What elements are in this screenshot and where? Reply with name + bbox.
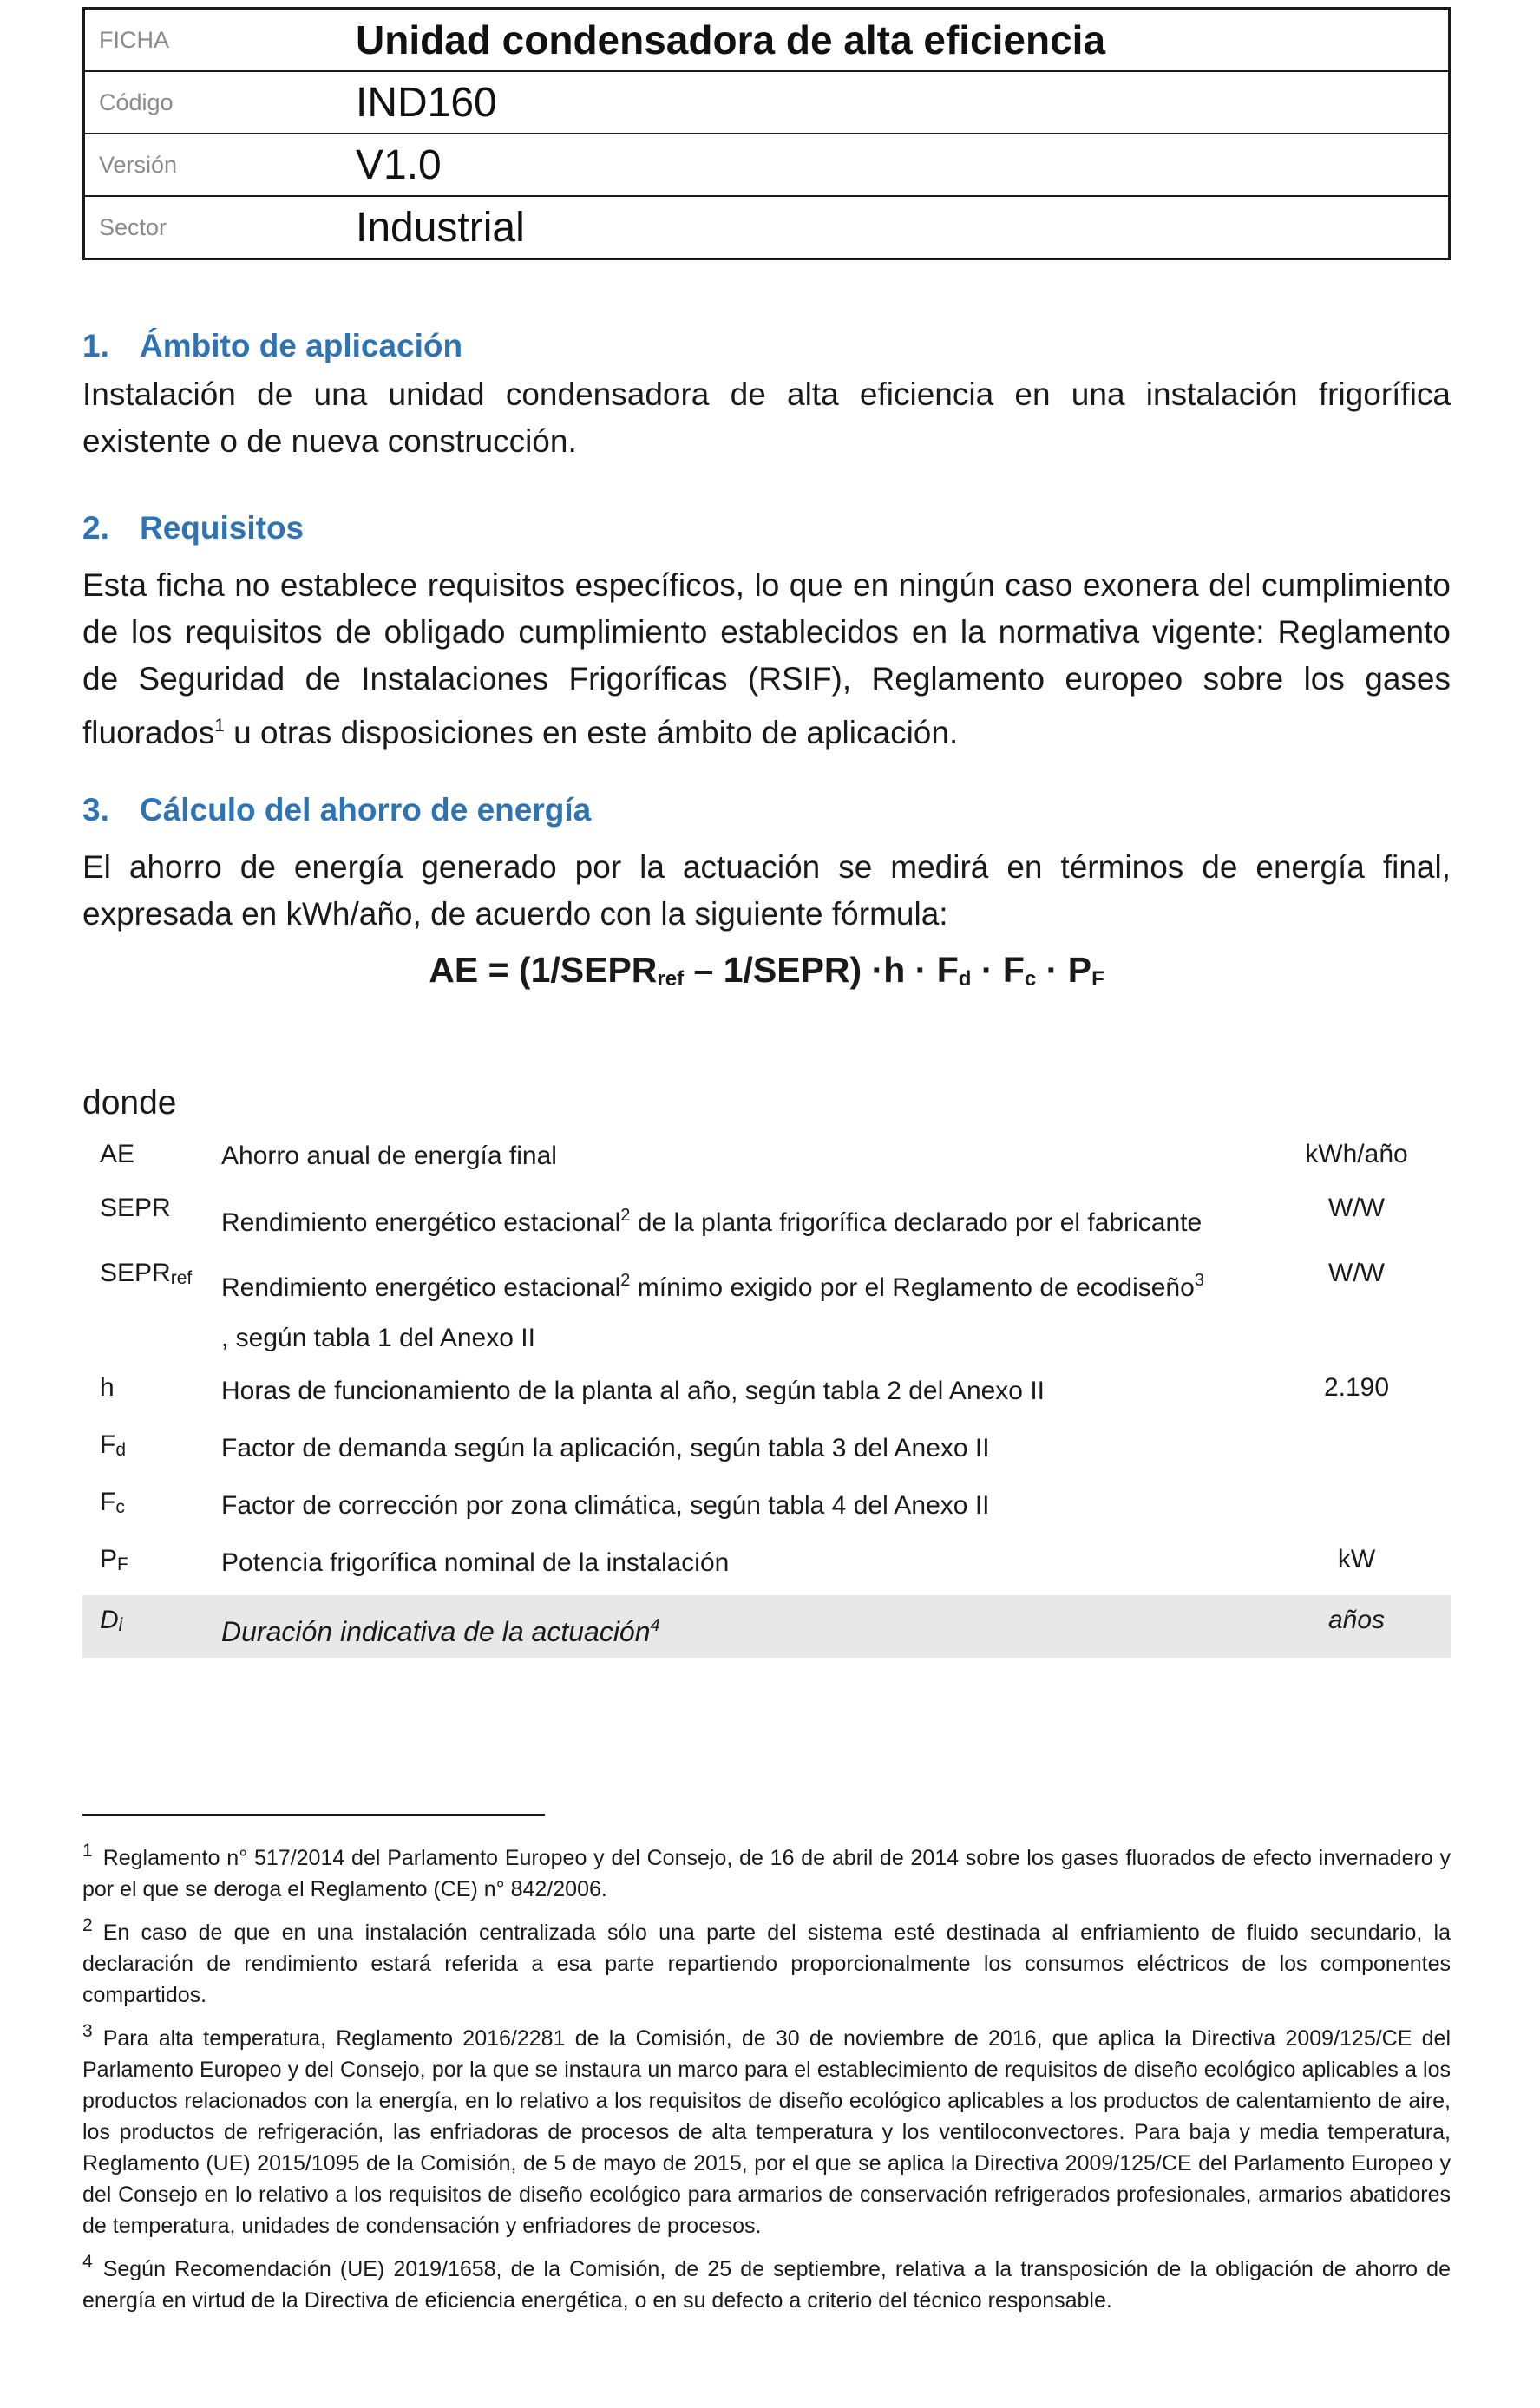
variable-description: Ahorro anual de energía final — [221, 1142, 557, 1170]
variable-description: Factor de corrección por zona climática, según tabla 4 del Anexo II — [221, 1491, 990, 1520]
header-row-ficha — [84, 9, 1450, 72]
variable-row — [82, 1481, 1451, 1538]
requisitos-text-after: u otras disposiciones en este ámbito de aplicación. — [224, 715, 959, 750]
variable-symbol: $P_F$ — [100, 1545, 128, 1574]
footnote-number: 1 — [82, 1841, 93, 1861]
header-row-version — [84, 134, 1450, 196]
footnote — [82, 2247, 1451, 2316]
variable-description: Horas de funcionamiento de la planta al año, según tabla 2 del Anexo II — [221, 1377, 1045, 1405]
formula-part: · P — [1036, 950, 1092, 990]
header-row-codigo — [84, 71, 1450, 134]
variable-symbol: SEPR — [100, 1194, 171, 1222]
variable-description: Factor de demanda según la aplicación, según tabla 3 del Anexo II — [221, 1434, 990, 1462]
variable-row — [82, 1248, 1451, 1366]
formula-part: AE = (1/SEPR — [429, 950, 658, 990]
footnote-text: Reglamento n° 517/2014 del Parlamento Europeo y del Consejo, de 16 de abril de 2014 sobre los gases fluorados de efecto invernadero y por el que se deroga el Reglamento (CE) n° 842/2006. — [82, 1846, 1451, 1901]
variable-unit: 2.190 — [1323, 1373, 1390, 1402]
variable-description: Rendimiento energético estacional$^2$ mínimo exigido por el Reglamento de ecodiseño$^3$ , según tabla 1 del Anexo II — [221, 1271, 1204, 1352]
footnote — [82, 1835, 1451, 1905]
footnote-ref: 1 — [214, 716, 225, 736]
variable-symbol: $F_d$ — [100, 1430, 127, 1460]
footnote-text: En caso de que en una instalación centralizada sólo una parte del sistema esté destinada al enfriamiento de fluido secundario, la declaración de rendimiento estará referida a esa parte repartiendo proporcionalmente los consumos eléctricos de los componentes compartidos. — [82, 1921, 1451, 2007]
section-heading-requisitos — [82, 510, 304, 546]
footnote — [82, 1910, 1451, 2011]
variables-table — [82, 1124, 1451, 1658]
section-text-calculo: El ahorro de energía generado por la actuación se medirá en términos de energía final, expresada en kWh/año, de acuerdo con la siguiente fórmula: — [82, 849, 1451, 932]
variable-unit: kWh/año — [1305, 1140, 1408, 1168]
header-row-sector — [84, 196, 1450, 259]
codigo-value: IND160 — [356, 71, 1450, 134]
header-label: Código — [84, 71, 357, 134]
donde-label: donde — [82, 1084, 177, 1122]
footnote-number: 4 — [82, 2252, 93, 2272]
variable-row-duration — [82, 1595, 1451, 1658]
sector-value: Industrial — [356, 196, 1450, 259]
header-label: Sector — [84, 196, 357, 259]
footnote-separator — [82, 1814, 545, 1816]
formula-part: – 1/SEPR) ·h · F — [684, 950, 959, 990]
formula-subscript: F — [1091, 967, 1104, 991]
section-title: Ámbito de aplicación — [140, 328, 463, 363]
version-value: V1.0 — [356, 134, 1450, 196]
formula-subscript: ref — [657, 967, 685, 991]
variable-symbol: h — [100, 1373, 115, 1402]
variable-description: Duración indicativa de la actuación$^4$ — [221, 1595, 1262, 1658]
variable-row — [82, 1124, 1451, 1183]
formula-part: · F — [971, 950, 1025, 990]
variable-unit: W/W — [1328, 1194, 1385, 1222]
variable-unit — [1262, 1423, 1451, 1481]
variable-symbol: $SEPR_{ref}$ — [100, 1259, 193, 1288]
variable-row — [82, 1366, 1451, 1423]
ficha-header-table — [82, 7, 1451, 260]
section-heading-ambito — [82, 328, 462, 364]
variable-symbol: AE — [100, 1140, 135, 1168]
variable-description: Rendimiento energético estacional$^2$ de la planta frigorífica declarado por el fabricante — [221, 1206, 1203, 1237]
footnote-text: Para alta temperatura, Reglamento 2016/2281 de la Comisión, de 30 de noviembre de 2016, que aplica la Directiva 2009/125/CE del Parlamento Europeo y del Consejo, por la que se instaura un marco para el establecimiento de requisitos de diseño ecológico aplicables a los productos relacionados con la energía, en lo relativo a los requisitos de diseño ecológico aplicables a los productos de calentamiento de aire, los productos de refrigeración, las enfriadoras de procesos de alta temperatura y los ventiloconvectores. Para baja y media temperatura, Reglamento (UE) 2015/1095 de la Comisión, de 5 de mayo de 2015, por el que se aplica la Directiva 2009/125/CE del Parlamento Europeo y del Consejo en lo relativo a los requisitos de diseño ecológico para armarios de conservación refrigerados profesionales, armarios abatidores de temperatura, unidades de condensación y enfriadores de procesos. — [82, 2026, 1451, 2238]
variable-symbol: $D_i$ — [82, 1595, 221, 1658]
requisitos-text: Esta ficha no establece requisitos específicos, lo que en ningún caso exonera del cumplimiento de los requisitos de obligado cumplimiento establecidos en la normativa vigente: Reglamento de Seguridad de Instalaciones Frigoríficas (RSIF), Reglamento europeo sobre los gases fluorados — [82, 567, 1451, 750]
footnote-number: 3 — [82, 2021, 93, 2041]
header-label: FICHA — [84, 9, 357, 72]
footnotes — [82, 1835, 1451, 2321]
section-heading-calculo — [82, 792, 591, 828]
section-title: Requisitos — [140, 510, 305, 546]
footnote-text: Según Recomendación (UE) 2019/1658, de la Comisión, de 25 de septiembre, relativa a la transposición de la obligación de ahorro de energía en virtud de la Directiva de eficiencia energética, o en su defecto a criterio del técnico responsable. — [82, 2257, 1451, 2313]
section-number: 1. — [82, 328, 109, 363]
variable-row — [82, 1183, 1451, 1248]
variable-symbol: $F_c$ — [100, 1488, 125, 1517]
footnote — [82, 2016, 1451, 2241]
section-number: 3. — [82, 792, 109, 828]
header-label: Versión — [84, 134, 357, 196]
variable-row — [82, 1538, 1451, 1595]
variable-row — [82, 1423, 1451, 1481]
section-number: 2. — [82, 510, 109, 546]
formula-subscript: d — [958, 967, 972, 991]
energy-saving-formula — [82, 950, 1451, 991]
section-title: Cálculo del ahorro de energía — [140, 792, 592, 828]
formula-subscript: c — [1024, 967, 1037, 991]
variable-unit — [1262, 1481, 1451, 1538]
variable-unit: W/W — [1328, 1259, 1385, 1287]
section-text-ambito: Instalación de una unidad condensadora de alta eficiencia en una instalación frigorífica existente o de nueva construcción. — [82, 376, 1451, 459]
footnote-number: 2 — [82, 1915, 93, 1935]
ficha-title: Unidad condensadora de alta eficiencia — [356, 9, 1450, 72]
variable-unit: kW — [1337, 1545, 1376, 1574]
variable-description: Potencia frigorífica nominal de la instalación — [221, 1548, 730, 1577]
section-text-requisitos — [82, 562, 1451, 756]
variable-unit: años — [1262, 1595, 1451, 1658]
